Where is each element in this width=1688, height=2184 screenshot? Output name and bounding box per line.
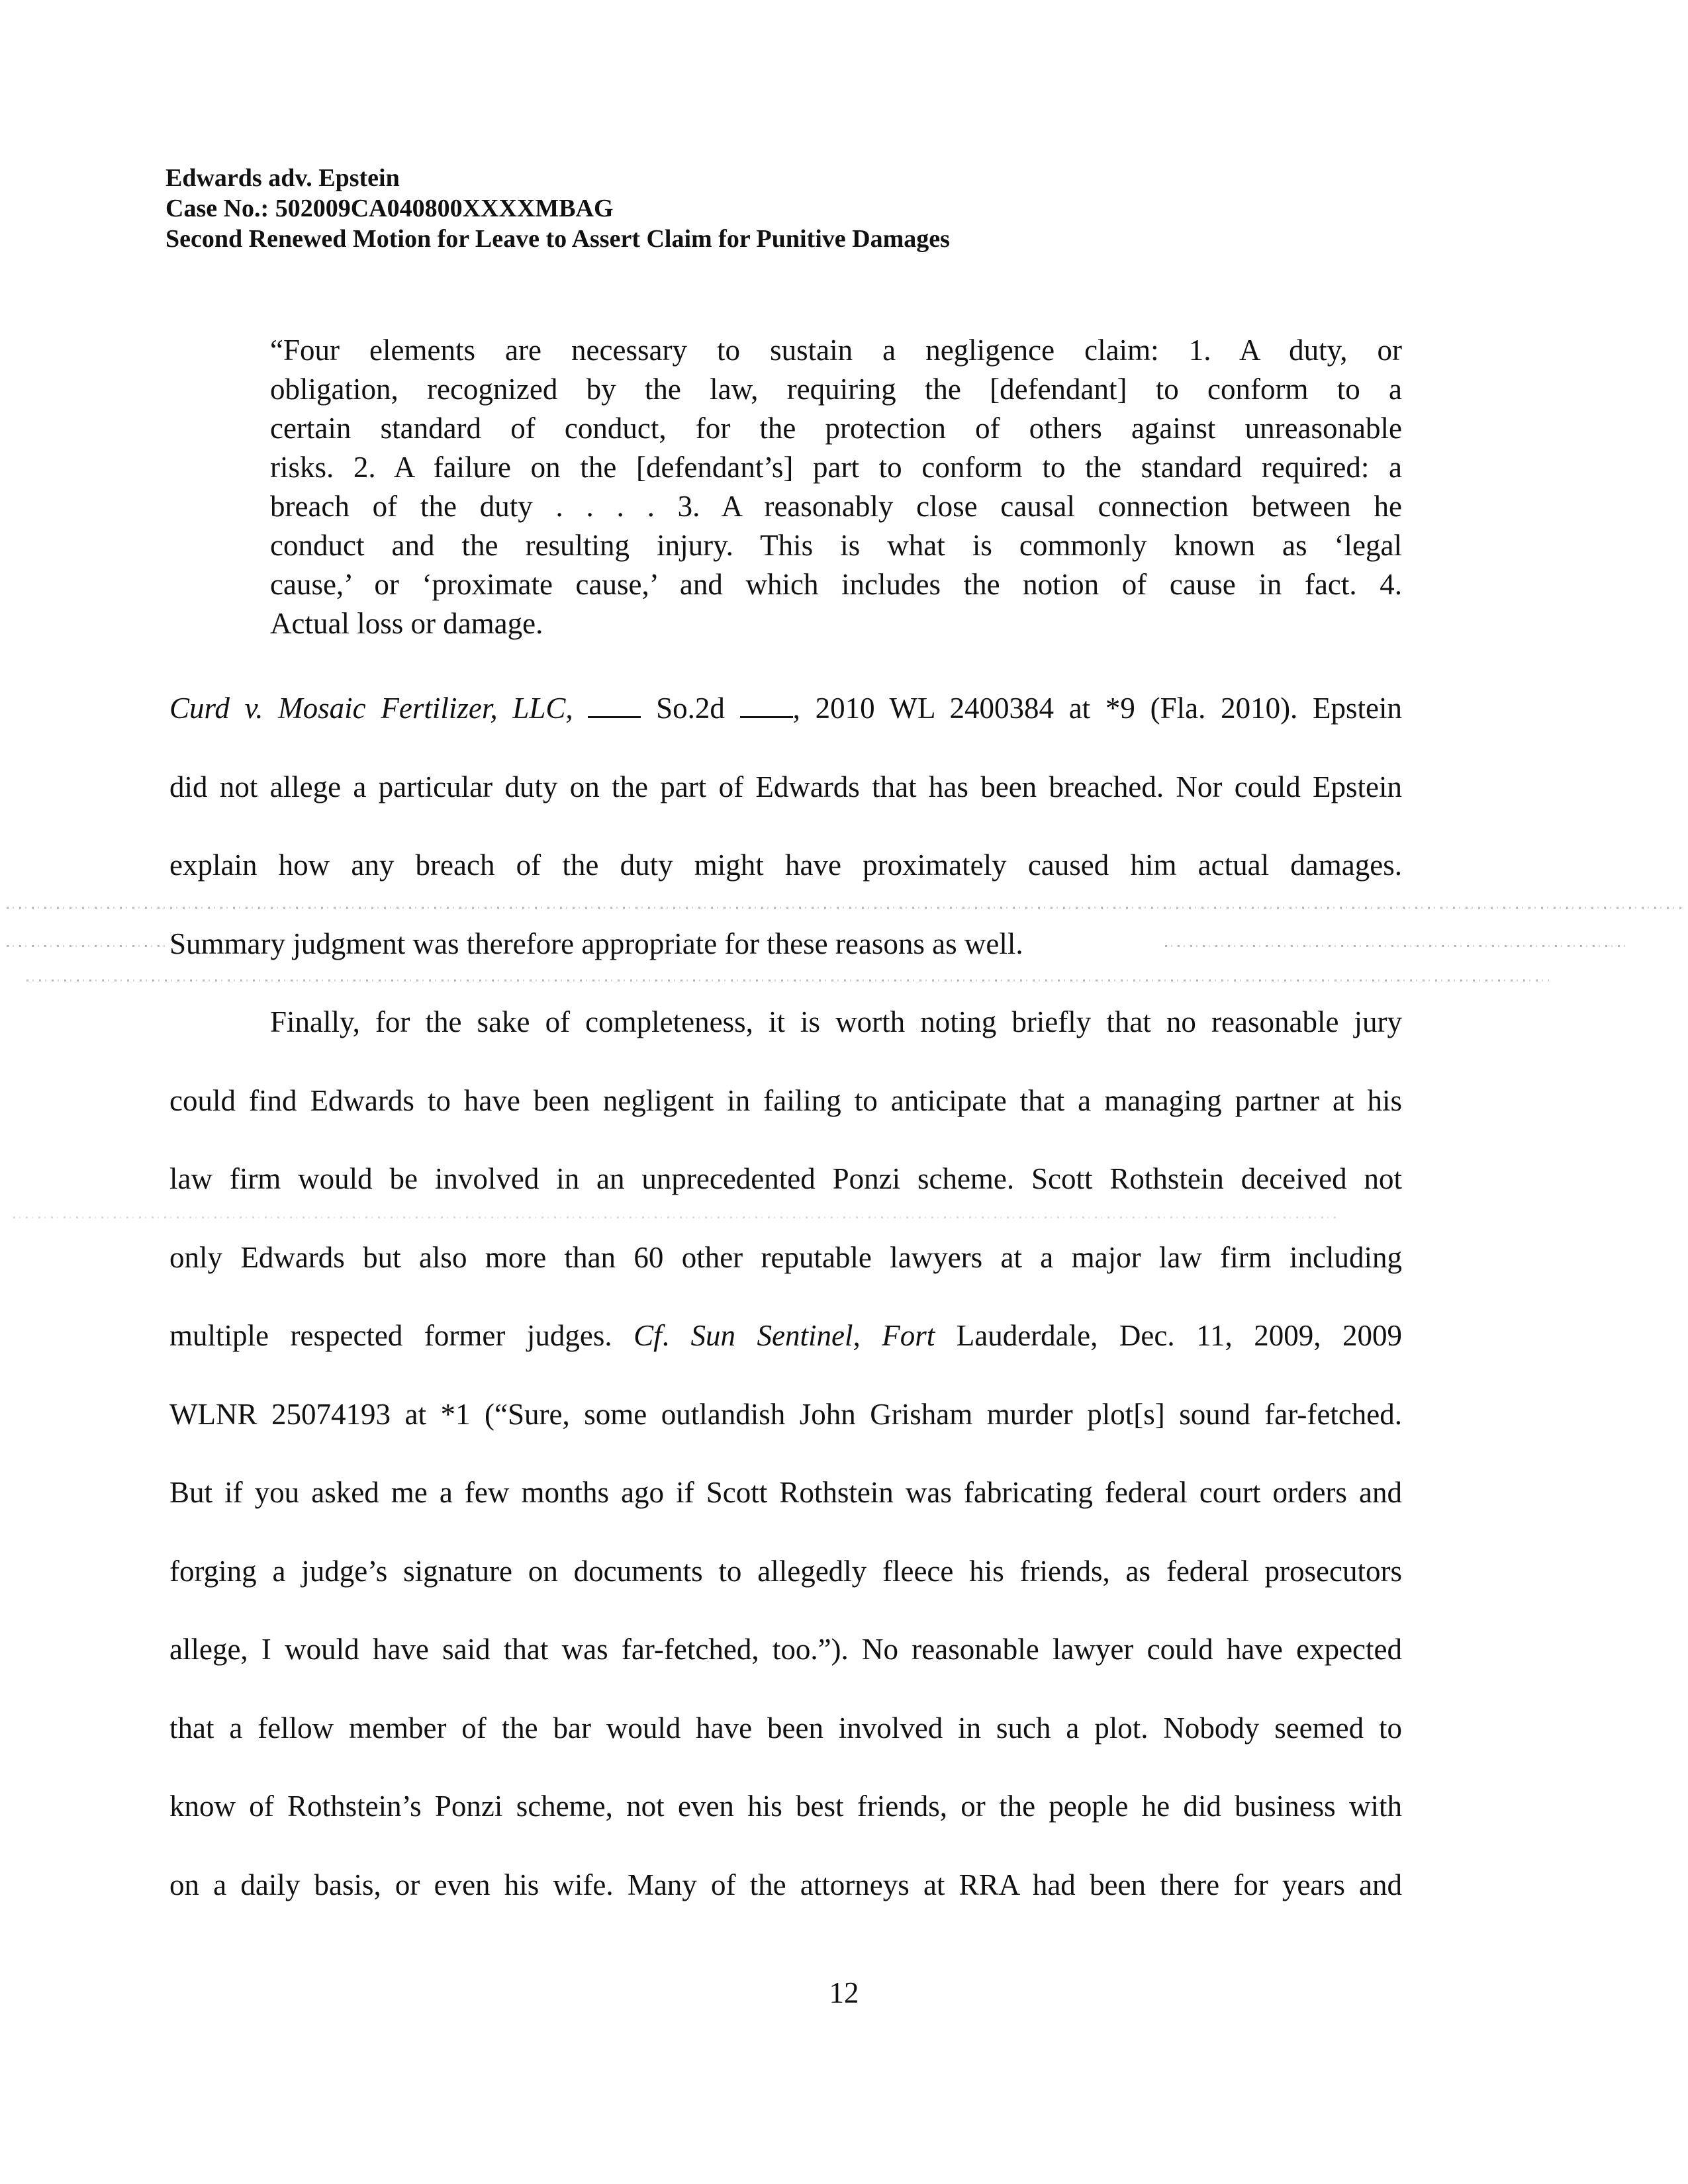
cite-pre: multiple respected former judges. <box>169 1319 634 1352</box>
citation-line <box>169 1316 1402 1394</box>
motion-title: Second Renewed Motion for Leave to Assert Claim for Punitive Damages <box>165 225 950 253</box>
scan-artifact <box>1165 945 1628 947</box>
blank-volume <box>588 696 641 718</box>
page-number: 12 <box>829 1976 859 2009</box>
scan-artifact <box>7 945 165 947</box>
paragraph-line: allege, I would have said that was far-fetched, too.”). No reasonable lawyer could have expected <box>169 1633 1402 1666</box>
paragraph-line: only Edwards but also more than 60 other reputable lawyers at a major law firm including <box>169 1240 1402 1274</box>
paragraph-line: that a fellow member of the bar would have been involved in such a plot. Nobody seemed to <box>169 1711 1402 1745</box>
cite-signal: Cf <box>633 1319 662 1352</box>
scan-artifact <box>7 907 1681 909</box>
paragraph-line: could find Edwards to have been negligent in failing to anticipate that a managing partner at his <box>169 1083 1402 1117</box>
body-text <box>169 688 1402 1943</box>
cite-mid: . <box>661 1319 691 1352</box>
citation-line <box>169 688 1402 767</box>
paragraph-line: explain how any breach of the duty might have proximately caused him actual damages. <box>169 848 1402 882</box>
paragraph-line: did not allege a particular duty on the part of Edwards that has been breached. Nor could Epstein <box>169 770 1402 803</box>
case-name: Curd v. Mosaic Fertilizer, LLC, <box>169 692 573 725</box>
quote-line: risks. 2. A failure on the [defendant’s] part to conform to the standard required: a <box>270 451 1402 484</box>
scan-artifact <box>26 979 1549 981</box>
paragraph-line: know of Rothstein’s Ponzi scheme, not even his best friends, or the people he did business with <box>169 1790 1402 1823</box>
quote-line: conduct and the resulting injury. This is what is commonly known as ‘legal <box>270 529 1402 562</box>
quote-line: Actual loss or damage. <box>270 607 543 640</box>
quote-line: cause,’ or ‘proximate cause,’ and which includes the notion of cause in fact. 4. <box>270 568 1402 601</box>
citation-rest: , 2010 WL 2400384 at *9 (Fla. 2010). Epstein <box>792 692 1402 725</box>
block-quote <box>270 331 1402 643</box>
paragraph-line: on a daily basis, or even his wife. Many of the attorneys at RRA had been there for years and <box>169 1868 1402 1901</box>
paragraph-line: Summary judgment was therefore appropriate for these reasons as well. <box>169 927 1023 960</box>
paragraph-line: But if you asked me a few months ago if Scott Rothstein was fabricating federal court orders and <box>169 1476 1402 1509</box>
paragraph-line: law firm would be involved in an unprecedented Ponzi scheme. Scott Rothstein deceived not <box>169 1162 1402 1195</box>
quote-line: “Four elements are necessary to sustain a negligence claim: 1. A duty, or <box>270 334 1402 367</box>
case-caption: Edwards adv. Epstein <box>165 164 400 192</box>
reporter: So.2d <box>656 692 725 725</box>
paragraph-line: Finally, for the sake of completeness, it is worth noting briefly that no reasonable jury <box>270 1005 1402 1038</box>
cite-source: Sun Sentinel, Fort <box>690 1319 935 1352</box>
quote-line: obligation, recognized by the law, requiring the [defendant] to conform to a <box>270 373 1402 406</box>
document-header <box>165 163 950 254</box>
quote-line: breach of the duty . . . . 3. A reasonably close causal connection between he <box>270 490 1402 523</box>
cite-post: Lauderdale, Dec. 11, 2009, 2009 <box>935 1319 1402 1352</box>
paragraph-line: WLNR 25074193 at *1 (“Sure, some outlandish John Grisham murder plot[s] sound far-fetched. <box>169 1397 1402 1431</box>
scan-artifact <box>13 1216 1337 1218</box>
case-number: Case No.: 502009CA040800XXXXMBAG <box>165 195 614 222</box>
paragraph-line: forging a judge’s signature on documents to allegedly fleece his friends, as federal prosecutors <box>169 1554 1402 1588</box>
blank-page <box>740 696 793 718</box>
quote-line: certain standard of conduct, for the protection of others against unreasonable <box>270 412 1402 445</box>
